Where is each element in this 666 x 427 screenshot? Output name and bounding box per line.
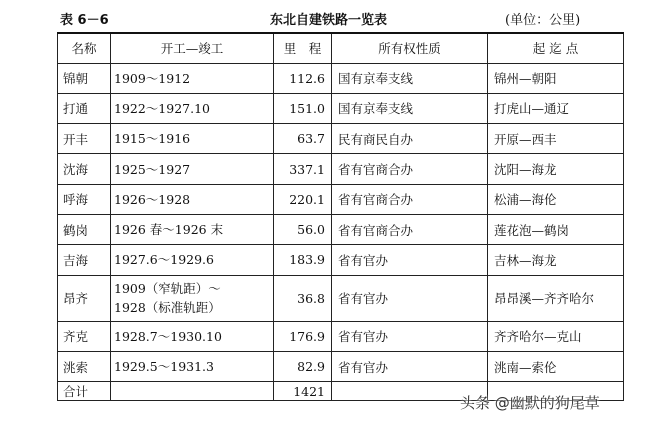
cell-length: 63.7: [274, 124, 332, 154]
date-line: 1909～1912: [114, 70, 191, 86]
col-header-length: 里 程: [274, 33, 332, 63]
cell-name: 洮索: [58, 351, 111, 381]
cell-name: 吉海: [58, 245, 111, 275]
cell-dates: [111, 184, 274, 214]
date-line: 1928.7～1930.10: [114, 328, 222, 344]
date-line: 1922～1927.10: [114, 100, 211, 116]
cell-ownership: 省有官办: [332, 351, 488, 381]
table-row: [58, 214, 624, 244]
cell-length: 183.9: [274, 245, 332, 275]
cell-route: 吉林—海龙: [488, 245, 624, 275]
cell-dates: [111, 275, 274, 321]
cell-route: 沈阳—海龙: [488, 154, 624, 184]
cell-route: 打虎山—通辽: [488, 93, 624, 123]
date-line: 1927.6～1929.6: [114, 252, 214, 268]
cell-name: 呼海: [58, 184, 111, 214]
table-number: 表 6－6: [60, 13, 109, 28]
table-row: [58, 184, 624, 214]
cell-name: 鹤岗: [58, 214, 111, 244]
table-row: [58, 351, 624, 381]
table-title: 东北自建铁路一览表: [270, 13, 388, 28]
table-row: [58, 275, 624, 321]
railway-table: [57, 32, 624, 401]
cell-ownership: 国有京奉支线: [332, 93, 488, 123]
cell-dates: [111, 351, 274, 381]
cell-route: 齐齐哈尔—克山: [488, 321, 624, 351]
cell-length: 151.0: [274, 93, 332, 123]
cell-ownership: 省有官商合办: [332, 214, 488, 244]
cell-name: 沈海: [58, 154, 111, 184]
table-unit: (单位：公里): [505, 13, 581, 28]
cell-ownership: 省有官商合办: [332, 184, 488, 214]
total-dates-empty: [111, 382, 274, 401]
cell-route: 锦州—朝阳: [488, 63, 624, 93]
cell-name: 开丰: [58, 124, 111, 154]
cell-length: 220.1: [274, 184, 332, 214]
cell-ownership: 国有京奉支线: [332, 63, 488, 93]
col-header-ownership: 所有权性质: [332, 33, 488, 63]
cell-dates: [111, 124, 274, 154]
cell-length: 176.9: [274, 321, 332, 351]
table-row: [58, 93, 624, 123]
table-row: [58, 154, 624, 184]
cell-dates: [111, 63, 274, 93]
cell-name: 昂齐: [58, 275, 111, 321]
cell-length: 112.6: [274, 63, 332, 93]
cell-ownership: 省有官办: [332, 321, 488, 351]
cell-route: 莲花泡—鹤岗: [488, 214, 624, 244]
table-row: [58, 63, 624, 93]
date-line: 1909（窄轨距）～: [114, 281, 221, 297]
cell-length: 56.0: [274, 214, 332, 244]
table-row: [58, 124, 624, 154]
date-line: 1928（标准轨距）: [114, 300, 221, 316]
table-row: [58, 321, 624, 351]
cell-name: 打通: [58, 93, 111, 123]
watermark: 头条 @幽默的狗尾草: [460, 394, 600, 412]
col-header-route: 起 迄 点: [488, 33, 624, 63]
cell-route: 松浦—海伦: [488, 184, 624, 214]
cell-dates: [111, 154, 274, 184]
cell-dates: [111, 245, 274, 275]
cell-route: 开原—西丰: [488, 124, 624, 154]
col-header-dates: 开工—竣工: [111, 33, 274, 63]
date-line: 1926～1928: [114, 191, 191, 207]
table-row: [58, 245, 624, 275]
date-line: 1915～1916: [114, 131, 191, 147]
cell-ownership: 省有官办: [332, 275, 488, 321]
cell-name: 锦朝: [58, 63, 111, 93]
cell-length: 337.1: [274, 154, 332, 184]
table-header: [0, 0, 666, 28]
cell-ownership: 省有官商合办: [332, 154, 488, 184]
date-line: 1929.5～1931.3: [114, 359, 214, 375]
cell-dates: [111, 93, 274, 123]
cell-ownership: 省有官办: [332, 245, 488, 275]
header-row: [58, 33, 624, 63]
cell-ownership: 民有商民自办: [332, 124, 488, 154]
cell-length: 82.9: [274, 351, 332, 381]
total-length: 1421: [274, 382, 332, 401]
cell-route: 昂昂溪—齐齐哈尔: [488, 275, 624, 321]
cell-dates: [111, 321, 274, 351]
col-header-name: 名称: [58, 33, 111, 63]
cell-name: 齐克: [58, 321, 111, 351]
date-line: 1925～1927: [114, 161, 191, 177]
date-line: 1926 春～1926 末: [114, 222, 224, 238]
cell-dates: [111, 214, 274, 244]
cell-route: 洮南—索伦: [488, 351, 624, 381]
total-label: 合计: [58, 382, 111, 401]
cell-length: 36.8: [274, 275, 332, 321]
